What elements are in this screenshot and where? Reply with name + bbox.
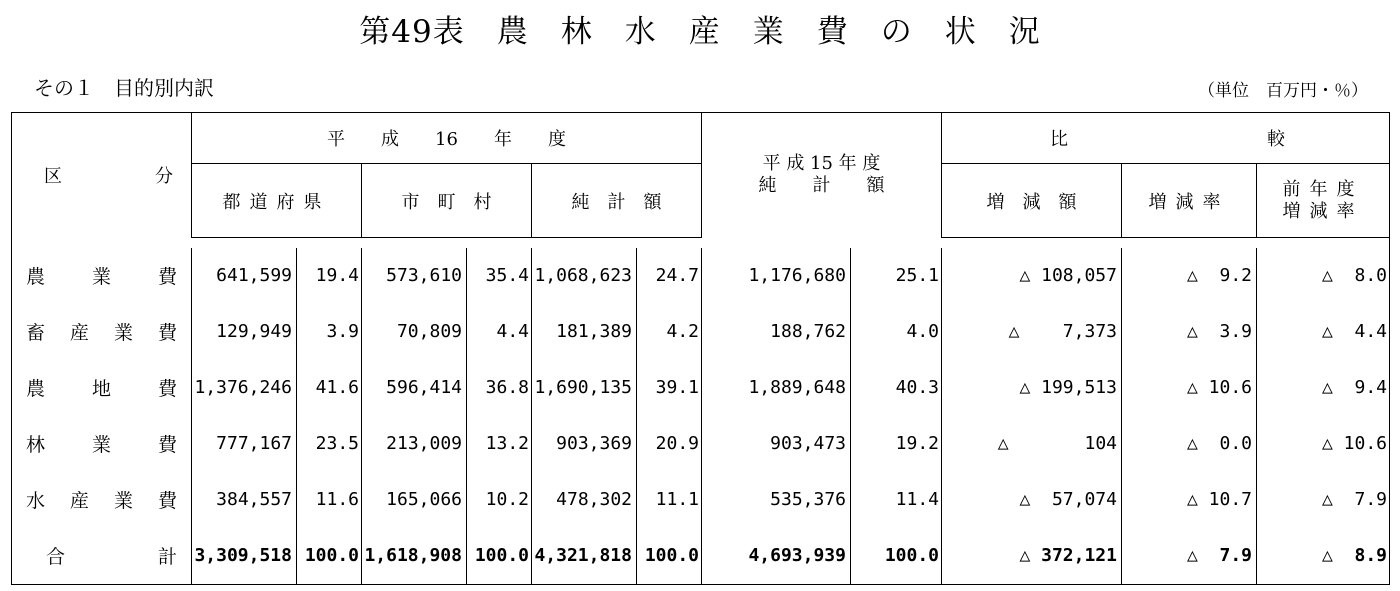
cell-muni-pct: 36.8 — [467, 360, 532, 416]
cell-net: 1,690,135 — [532, 360, 637, 416]
row-label-total: 合 計 — [12, 528, 192, 585]
cell-muni: 70,809 — [362, 304, 467, 360]
cell-pref-pct: 19.4 — [297, 248, 362, 304]
row-label-livestock: 畜 産 業 費 — [12, 304, 192, 360]
cell-fy15-pct: 4.0 — [851, 304, 942, 360]
header-kubun-char: 分 — [155, 166, 173, 188]
cell-change-rate: △ 10.6 — [1122, 360, 1257, 416]
cell-prev-rate: △ 8.9 — [1257, 528, 1390, 585]
header-municipality: 市 町 村 — [362, 164, 532, 238]
cell-muni: 165,066 — [362, 472, 467, 528]
header-fy15 — [702, 113, 942, 238]
cell-pref-pct: 100.0 — [297, 528, 362, 585]
cell-fy15-pct: 100.0 — [851, 528, 942, 585]
cell-muni-pct: 4.4 — [467, 304, 532, 360]
cell-fy15-pct: 19.2 — [851, 416, 942, 472]
cell-prev-rate: △ 4.4 — [1257, 304, 1390, 360]
header-difference: 増 減 額 — [942, 164, 1122, 238]
cell-muni-pct: 10.2 — [467, 472, 532, 528]
cell-pref: 1,376,246 — [192, 360, 297, 416]
cell-muni: 1,618,908 — [362, 528, 467, 585]
cell-difference: △ 108,057 — [942, 248, 1122, 304]
cell-muni-pct: 35.4 — [467, 248, 532, 304]
table-row — [12, 304, 1390, 360]
cell-net-pct: 4.2 — [637, 304, 702, 360]
cell-net: 1,068,623 — [532, 248, 637, 304]
header-fy15-line2: 純 計 額 — [758, 175, 885, 197]
cell-fy15-pct: 25.1 — [851, 248, 942, 304]
cell-net: 4,321,818 — [532, 528, 637, 585]
header-prefecture: 都道府県 — [192, 164, 362, 238]
cell-prev-rate: △ 9.4 — [1257, 360, 1390, 416]
cell-muni-pct: 100.0 — [467, 528, 532, 585]
table-row — [12, 416, 1390, 472]
cell-muni: 213,009 — [362, 416, 467, 472]
cell-pref-pct: 41.6 — [297, 360, 362, 416]
row-label-forestry: 林 業 費 — [12, 416, 192, 472]
cell-net-pct: 39.1 — [637, 360, 702, 416]
cell-pref-pct: 11.6 — [297, 472, 362, 528]
cell-fy15: 903,473 — [702, 416, 851, 472]
cell-net-pct: 20.9 — [637, 416, 702, 472]
cell-prev-rate: △ 8.0 — [1257, 248, 1390, 304]
cell-muni-pct: 13.2 — [467, 416, 532, 472]
agriculture-forestry-fishery-expense-table — [11, 112, 1390, 585]
header-comparison-char: 較 — [1267, 129, 1285, 150]
cell-net-pct: 24.7 — [637, 248, 702, 304]
cell-fy15: 535,376 — [702, 472, 851, 528]
cell-pref: 384,557 — [192, 472, 297, 528]
cell-difference: △ 372,121 — [942, 528, 1122, 585]
cell-muni: 573,610 — [362, 248, 467, 304]
cell-pref: 129,949 — [192, 304, 297, 360]
cell-change-rate: △ 10.7 — [1122, 472, 1257, 528]
cell-difference: △ 199,513 — [942, 360, 1122, 416]
table-row — [12, 472, 1390, 528]
cell-difference: △ 57,074 — [942, 472, 1122, 528]
cell-fy15: 1,889,648 — [702, 360, 851, 416]
table-row — [12, 360, 1390, 416]
header-change-rate: 増減率 — [1122, 164, 1257, 238]
cell-pref-pct: 3.9 — [297, 304, 362, 360]
cell-change-rate: △ 9.2 — [1122, 248, 1257, 304]
cell-pref-pct: 23.5 — [297, 416, 362, 472]
header-prev-year-rate — [1257, 164, 1390, 238]
cell-net: 478,302 — [532, 472, 637, 528]
cell-pref: 777,167 — [192, 416, 297, 472]
cell-net: 181,389 — [532, 304, 637, 360]
cell-change-rate: △ 7.9 — [1122, 528, 1257, 585]
row-label-farmland: 農 地 費 — [12, 360, 192, 416]
cell-change-rate: △ 3.9 — [1122, 304, 1257, 360]
cell-fy15: 4,693,939 — [702, 528, 851, 585]
table-subtitle: その１ 目的別内訳 — [34, 76, 214, 100]
cell-prev-rate: △ 10.6 — [1257, 416, 1390, 472]
unit-note: （単位 百万円・％） — [1198, 81, 1368, 101]
header-kubun-char: 区 — [44, 166, 62, 188]
row-label-fishery: 水 産 業 費 — [12, 472, 192, 528]
table-title: 第49表 農 林 水 産 業 費 の 状 況 — [359, 14, 1041, 50]
cell-muni: 596,414 — [362, 360, 467, 416]
cell-fy15-pct: 11.4 — [851, 472, 942, 528]
header-net-total: 純 計 額 — [532, 164, 702, 238]
cell-net-pct: 100.0 — [637, 528, 702, 585]
cell-pref: 641,599 — [192, 248, 297, 304]
cell-difference: △ 7,373 — [942, 304, 1122, 360]
cell-fy15-pct: 40.3 — [851, 360, 942, 416]
cell-difference: △ 104 — [942, 416, 1122, 472]
header-kubun — [12, 113, 192, 238]
table-row-total — [12, 528, 1390, 585]
cell-net: 903,369 — [532, 416, 637, 472]
header-comparison — [942, 113, 1390, 164]
header-prev-year-rate-line1: 前年度 — [1282, 178, 1364, 200]
cell-prev-rate: △ 7.9 — [1257, 472, 1390, 528]
cell-fy15: 1,176,680 — [702, 248, 851, 304]
row-label-agriculture: 農 業 費 — [12, 248, 192, 304]
cell-fy15: 188,762 — [702, 304, 851, 360]
table-row — [12, 248, 1390, 304]
header-comparison-char: 比 — [1050, 129, 1068, 150]
header-fy16: 平 成 16 年 度 — [192, 113, 702, 164]
header-fy15-line1: 平 成 15 年 度 — [762, 153, 881, 175]
cell-pref: 3,309,518 — [192, 528, 297, 585]
header-prev-year-rate-line2: 増減率 — [1282, 200, 1364, 222]
cell-change-rate: △ 0.0 — [1122, 416, 1257, 472]
cell-net-pct: 11.1 — [637, 472, 702, 528]
